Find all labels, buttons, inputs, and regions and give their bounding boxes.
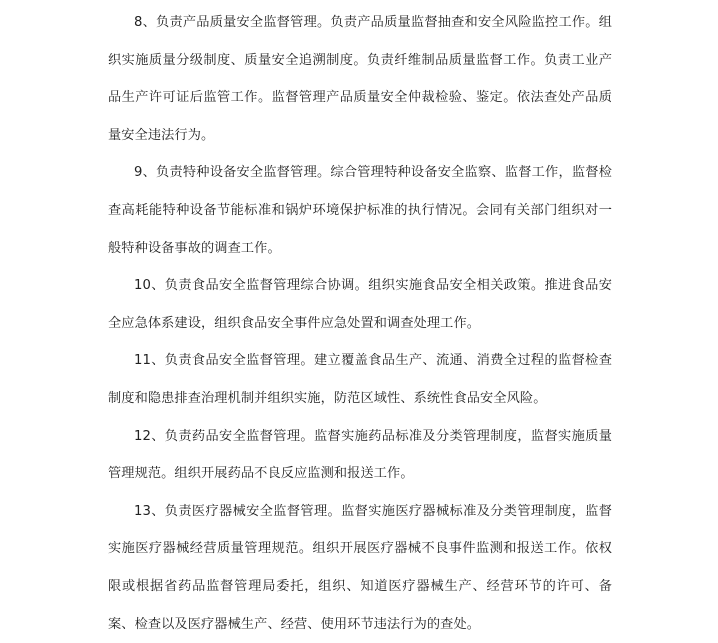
paragraph-item-9: 9、负责特种设备安全监督管理。综合管理特种设备安全监察、监督工作，监督检查高耗能特种设备节能标准和锅炉环境保护标准的执行情况。会同有关部门组织对一般特种设备事故的调查工作。 [108, 165, 612, 256]
paragraph-item-11: 11、负责食品安全监督管理。建立覆盖食品生产、流通、消费全过程的监督检查制度和隐患排查治理机制并组织实施，防范区域性、系统性食品安全风险。 [108, 353, 612, 406]
paragraph-item-10: 10、负责食品安全监督管理综合协调。组织实施食品安全相关政策。推进食品安全应急体系建设，组织食品安全事件应急处置和调查处理工作。 [108, 278, 612, 331]
paragraph-item-12: 12、负责药品安全监督管理。监督实施药品标准及分类管理制度，监督实施质量管理规范。组织开展药品不良反应监测和报送工作。 [108, 428, 612, 482]
document-body [108, 4, 612, 643]
paragraph-item-13: 13、负责医疗器械安全监督管理。监督实施医疗器械标准及分类管理制度，监督实施医疗器械经营质量管理规范。组织开展医疗器械不良事件监测和报送工作。依权限或根据省药品监督管理局委托，组织、知道医疗器械生产、经营环节的许可、备案、检查以及医疗器械生产、经营、使用环节违法行为的查处。 [108, 503, 612, 632]
paragraph-item-8: 8、负责产品质量安全监督管理。负责产品质量监督抽查和安全风险监控工作。组织实施质量分级制度、质量安全追溯制度。负责纤维制品质量监督工作。负责工业产品生产许可证后监管工作。监督管理产品质量安全仲裁检验、鉴定。依法查处产品质量安全违法行为。 [108, 15, 612, 143]
